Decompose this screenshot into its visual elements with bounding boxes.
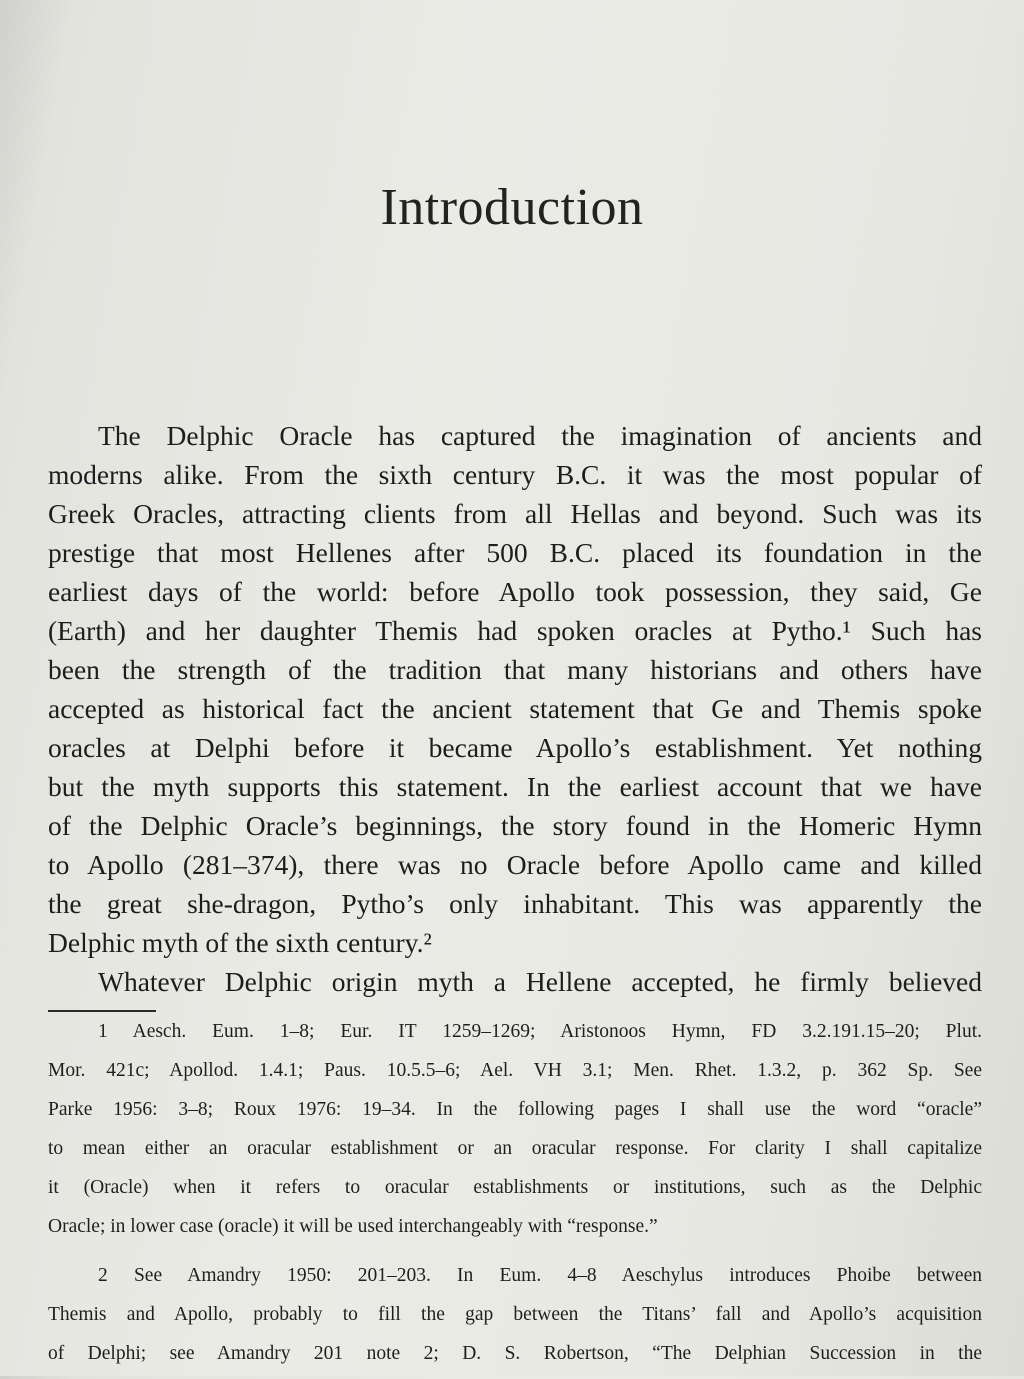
footnote-line: of Delphi; see Amandry 201 note 2; D. S. Robertson, “The Delphian Succession in the [48,1343,982,1364]
footnote-line: 1 Aesch. Eum. 1–8; Eur. IT 1259–1269; Aristonoos Hymn, FD 3.2.191.15–20; Plut. [98,1021,982,1042]
body-line: earliest days of the world: before Apollo took possession, they said, Ge [48,576,982,607]
footnote-line: Mor. 421c; Apollod. 1.4.1; Paus. 10.5.5–6; Ael. VH 3.1; Men. Rhet. 1.3.2, p. 362 Sp. See [48,1060,982,1081]
body-line: moderns alike. From the sixth century B.C. it was the most popular of [48,459,982,490]
body-line: to Apollo (281–374), there was no Oracle before Apollo came and killed [48,849,982,880]
body-line: Greek Oracles, attracting clients from all Hellas and beyond. Such was its [48,498,982,529]
footnote-1 [48,1018,982,1252]
body-line: of the Delphic Oracle’s beginnings, the story found in the Homeric Hymn [48,810,982,841]
body-line: been the strength of the tradition that many historians and others have [48,654,982,685]
body-line: The Delphic Oracle has captured the imagination of ancients and [98,420,982,451]
body-text [48,416,982,1001]
body-line: oracles at Delphi before it became Apollo’s establishment. Yet nothing [48,732,982,763]
footnote-line: Parke 1956: 3–8; Roux 1976: 19–34. In the following pages I shall use the word “oracle” [48,1099,982,1120]
body-line: accepted as historical fact the ancient statement that Ge and Themis spoke [48,693,982,724]
body-line: the great she-dragon, Pytho’s only inhabitant. This was apparently the [48,888,982,919]
footnote-line: to mean either an oracular establishment or an oracular response. For clarity I shall capitalize [48,1138,982,1159]
footnote-line: it (Oracle) when it refers to oracular establishments or institutions, such as the Delphic [48,1177,982,1198]
body-line: but the myth supports this statement. In the earliest account that we have [48,771,982,802]
footnote-rule [48,1010,156,1012]
footnote-line: Oracle; in lower case (oracle) it will be used interchangeably with “response.” [48,1216,658,1237]
body-line: prestige that most Hellenes after 500 B.C. placed its foundation in the [48,537,982,568]
footnote-line: Themis and Apollo, probably to fill the gap between the Titans’ fall and Apollo’s acquisition [48,1304,982,1325]
chapter-title: Introduction [380,179,644,236]
body-line: (Earth) and her daughter Themis had spoken oracles at Pytho.¹ Such has [48,615,982,646]
body-line: Delphic myth of the sixth century.² [48,927,432,958]
body-line: Whatever Delphic origin myth a Hellene accepted, he firmly believed [98,966,982,997]
footnotes [48,1018,982,1379]
footnote-line: 2 See Amandry 1950: 201–203. In Eum. 4–8 Aeschylus introduces Phoibe between [98,1265,982,1286]
footnote-2 [48,1262,982,1379]
